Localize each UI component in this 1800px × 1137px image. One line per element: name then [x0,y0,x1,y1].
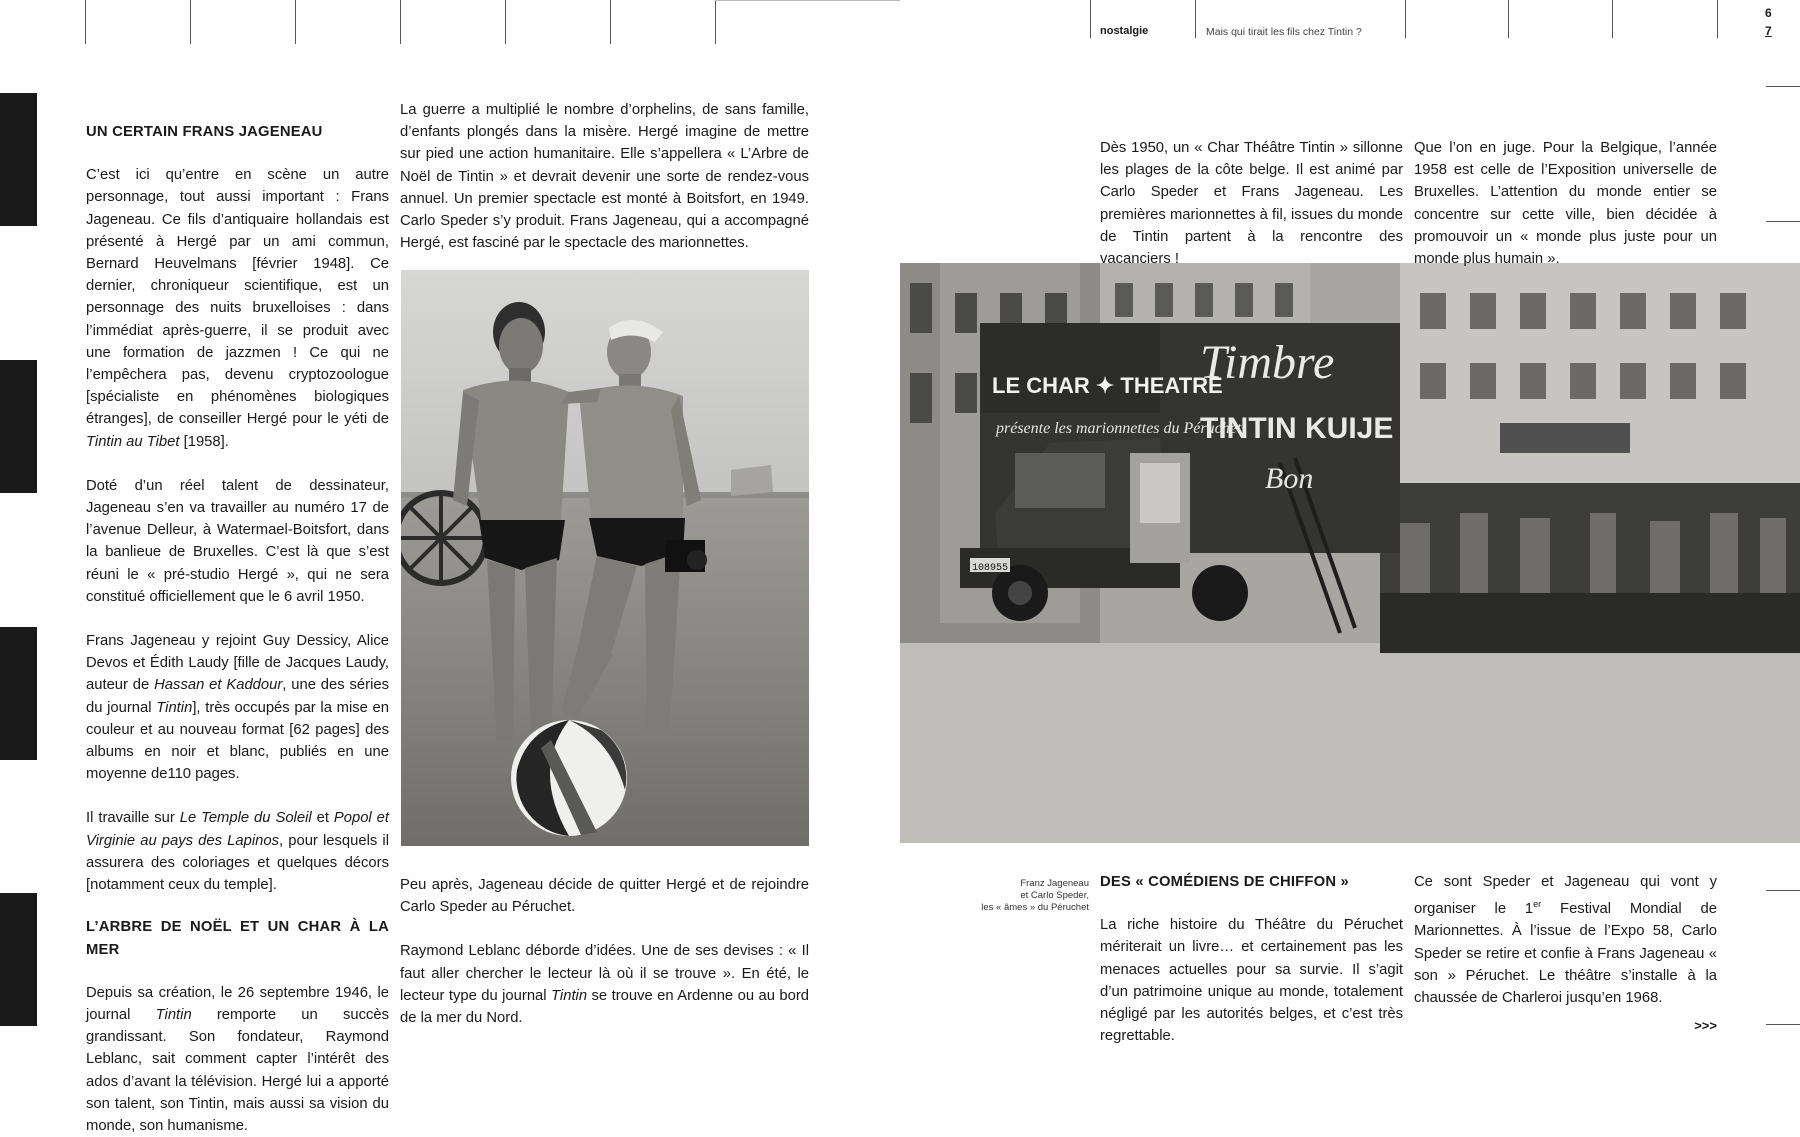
page-number-right: 7 [1765,24,1772,38]
column-1 [86,121,389,1137]
continue-arrows[interactable]: >>> [1694,1018,1717,1034]
truck-sign: TINTIN KUIJE [1200,412,1394,445]
heading-frans-jageneau: UN CERTAIN FRANS JAGENEAU [86,124,323,140]
heading-arbre-de-noel: L’ARBRE DE NOËL ET UN CHAR À LA MER [86,919,389,958]
paragraph: Dès 1950, un « Char Théâtre Tintin » sillonne les plages de la côte belge. Il est animé par Carlo Speder et Frans Jageneau. Les premières marionnettes à fil, issues du monde de Tintin partent à la rencontre des vacanciers ! [1100,140,1403,268]
text-run: et [311,810,334,827]
text-run: ], très occupés par la mise en couleur et au nouveau format [62 pages] des albums en noir et blanc, publiés en une moyenne de110 pages. [86,699,389,783]
text-run: Festival Mondial de Marionnettes. À l’issue de l’Expo 58, Carlo Speder se retire et confie à Frans Jageneau « son » Péruchet. Le théâtre s’installe à la chaussée de Charleroi jusqu’en 1968. [1414,901,1718,1006]
paragraph [86,630,389,785]
truck-sign: Timbre [1200,336,1335,389]
margin-tab [0,627,37,760]
truck-photo [900,263,1800,843]
text-run: , pour lesquels il assurera des coloriages et quelques décors [notamment ceux du temple]. [86,832,389,894]
paragraph [400,940,809,1029]
text-run: C’est ici qu’entre en scène un autre personnage, tout aussi important : Frans Jageneau. Ce fils d’antiquaire hollandais est présenté à Hergé par un ami commun, Bernard Heuvelmans [février 1948]. Ce dernier, chroniqueur scientifique, est un personnage des nuits bruxelloises : dans l’immédiat après-guerre, il se produit avec une formation de jazzmen ! Ce qui ne l’empêchera pas, devenu cryptozoologue [spécialiste en phénomènes biologiques étranges], de conseiller Hergé pour le yéti de [86,167,389,428]
paragraph [86,982,389,1137]
superscript: er [1533,899,1542,910]
text-run: Raymond Leblanc déborde d’idées. Une de ses devises : « Il faut aller chercher le lecteur là où il se trouve ». En été, le lecteur type du journal [400,943,809,1004]
truck-sign: LE CHAR ✦ THEATRE [992,373,1223,398]
text-run: [1958]. [179,433,229,450]
paragraph: Que l’on en juge. Pour la Belgique, l’année 1958 est celle de l’Exposition universelle de Bruxelles. L’attention du monde entier se concentre sur cette ville, bien décidée à promouvoir un « monde plus juste pour un monde plus humain ». [1414,140,1717,268]
text-run: Popol et Virginie au pays des Lapinos [86,810,389,849]
text-run: Frans Jageneau y rejoint Guy Dessicy, Alice Devos et Édith Laudy [fille de Jacques Laudy, auteur de [86,633,389,694]
text-run: Hassan et Kaddour [154,677,283,694]
heading-comediens-de-chiffon: DES « COMÉDIENS DE CHIFFON » [1100,874,1349,890]
margin-tab [0,360,37,493]
paragraph: Peu après, Jageneau décide de quitter Hergé et de rejoindre Carlo Speder au Péruchet. [400,877,809,916]
text-run: Ce sont Speder et Jageneau qui vont y organiser le 1 [1414,874,1717,918]
text-run: Tintin [155,1006,192,1023]
page-number-left: 6 [1765,6,1772,20]
text-run: Le Temple du Soleil [179,810,312,827]
column-2-bottom [400,874,809,1029]
license-plate: 108955 [972,563,1009,574]
paragraph [86,807,389,896]
text-run: Tintin [551,987,588,1004]
paragraph: Doté d’un réel talent de dessinateur, Jageneau s’en va travailler au numéro 17 de l’avenue Delleur, à Watermael-Boitsfort, dans la banlieue de Bruxelles. C’est là que s’est réuni le « pré-studio Hergé », qui ne sera constitué officiellement que le 6 avril 1950. [86,477,389,605]
text-run: remporte un succès grandissant. Son fondateur, Raymond Leblanc, sait comment capter l’intérêt des ados d’avant la télévision. Hergé lui a apporté son talent, son Tintin, mais aussi sa vision du monde, son humanisme. [86,1006,389,1134]
column-3 [1100,137,1403,270]
text-run: se trouve en Ardenne ou au bord de la mer du Nord. [400,987,810,1027]
paragraph [1414,871,1717,1009]
paragraph [86,164,389,453]
margin-tab [0,93,37,226]
beach-photo [401,270,809,846]
text-run: Depuis sa création, le 26 septembre 1946, le journal [86,984,389,1023]
paragraph: La guerre a multiplié le nombre d’orphelins, de sans famille, d’enfants plongés dans la misère. Hergé imagine de mettre sur pied une action humanitaire. Elle s’appellera « L’Arbre de Noël de Tintin » et devrait devenir une sorte de rendez-vous annuel. Un premier spectacle est monté à Boitsfort, en 1949. Carlo Speder s’y produit. Frans Jageneau, qui a accompagné Hergé, est fasciné par le spectacle des marionnettes. [400,102,809,252]
caption-line: et Carlo Speder, [1020,890,1089,901]
text-run: , une des séries du journal [86,677,389,716]
caption-line: les « âmes » du Péruchet [981,902,1089,913]
truck-photo-art [900,263,1800,843]
photo-caption [960,878,1089,914]
column-2 [400,99,809,254]
text-run: Tintin au Tibet [86,433,180,450]
beach-photo-art [401,270,809,846]
truck-sign: Bon [1265,462,1314,495]
running-title: Mais qui tirait les fils chez Tintin ? [1206,26,1362,38]
section-label: nostalgie [1100,25,1149,37]
paragraph: La riche histoire du Théâtre du Péruchet mériterait un livre… et certainement pas les menaces actuelles pour sa survie. Il s’agit d’un patrimoine unique au monde, totalement négligé par les autorités belges, et c’est très regrettable. [1100,917,1403,1045]
column-3-bottom [1100,871,1403,1047]
text-run: Il travaille sur [86,810,180,827]
text-run: Tintin [156,699,193,716]
truck-sign: présente les marionnettes du Péruchet [996,420,1242,437]
column-4 [1414,137,1717,270]
column-4-bottom [1414,871,1717,1037]
margin-tab [0,893,37,1026]
caption-line: Franz Jageneau [1020,878,1089,889]
